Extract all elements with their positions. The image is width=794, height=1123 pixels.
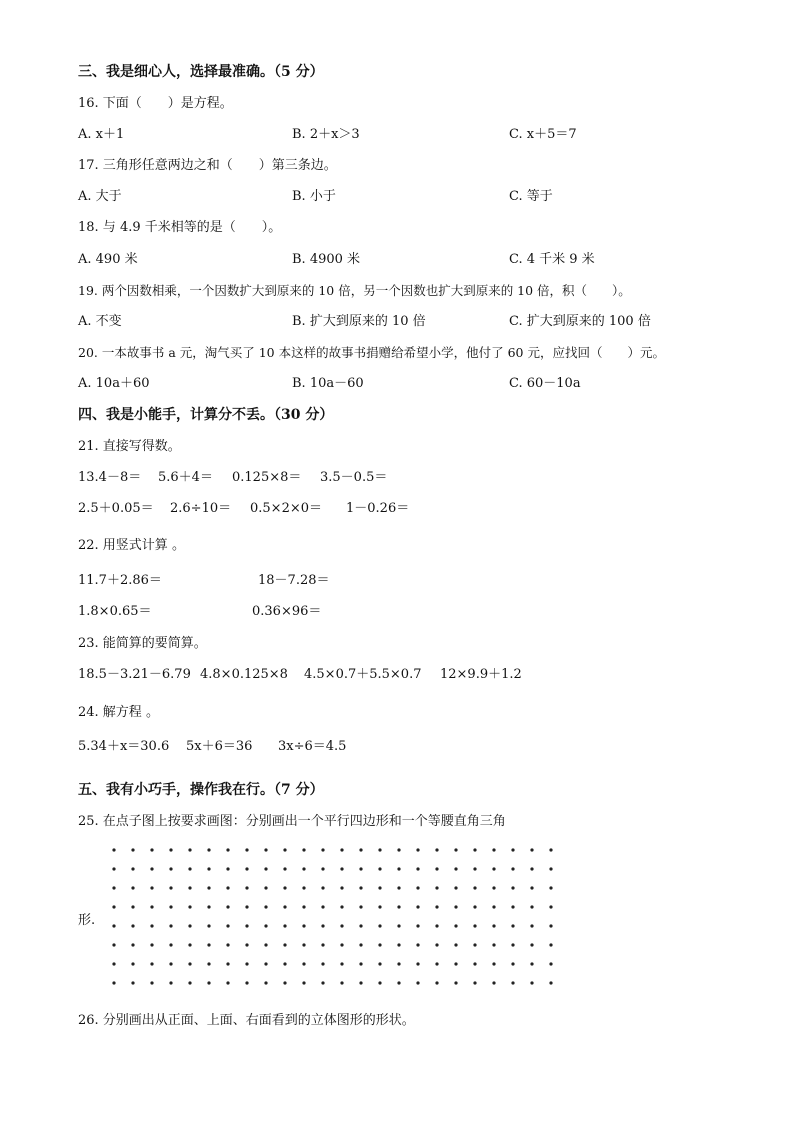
grid-dot (207, 962, 210, 965)
grid-dot (131, 981, 134, 984)
question-20-option-b: B. 10a－60 (292, 376, 364, 391)
grid-dot (226, 924, 229, 927)
grid-dot (283, 848, 286, 851)
grid-dot (454, 962, 457, 965)
grid-dot (340, 886, 343, 889)
grid-dot (435, 981, 438, 984)
grid-dot (473, 924, 476, 927)
grid-dot (340, 962, 343, 965)
q24-equation-1: 5.34＋x＝30.6 (78, 739, 170, 754)
grid-dot (302, 886, 305, 889)
grid-dot (207, 924, 210, 927)
q24-equation-2: 5x＋6＝36 (186, 739, 253, 754)
grid-dot (112, 962, 115, 965)
grid-dot (283, 962, 286, 965)
grid-dot (283, 886, 286, 889)
grid-dot (321, 981, 324, 984)
grid-dot (112, 848, 115, 851)
grid-dot (321, 924, 324, 927)
grid-dot (359, 981, 362, 984)
grid-dot (226, 848, 229, 851)
question-17-stem: 17. 三角形任意两边之和（ ）第三条边。 (78, 158, 337, 173)
dot-grid[interactable] (104, 840, 560, 990)
grid-dot (207, 943, 210, 946)
q23-expr-1: 18.5－3.21－6.79 (78, 667, 191, 682)
grid-dot (473, 886, 476, 889)
grid-dot (454, 848, 457, 851)
grid-dot (245, 886, 248, 889)
grid-dot (549, 924, 552, 927)
grid-dot (264, 962, 267, 965)
grid-dot (188, 943, 191, 946)
grid-dot (549, 943, 552, 946)
grid-dot (302, 848, 305, 851)
question-18-option-c: C. 4 千米 9 米 (509, 252, 595, 267)
q23-expr-2: 4.8×0.125×8 (200, 667, 288, 682)
grid-dot (378, 924, 381, 927)
grid-dot (302, 981, 305, 984)
grid-dot (112, 886, 115, 889)
grid-dot (283, 905, 286, 908)
grid-dot (530, 943, 533, 946)
grid-dot (378, 848, 381, 851)
grid-dot (492, 886, 495, 889)
grid-dot (378, 886, 381, 889)
grid-dot (416, 981, 419, 984)
grid-dot (359, 924, 362, 927)
grid-dot (492, 848, 495, 851)
section-5-heading: 五、我有小巧手，操作我在行。（7 分） (78, 782, 324, 798)
grid-dot (321, 905, 324, 908)
grid-dot (226, 867, 229, 870)
grid-dot (473, 962, 476, 965)
q22-expr-2: 18－7.28＝ (258, 573, 330, 588)
grid-dot (416, 848, 419, 851)
grid-dot (283, 943, 286, 946)
grid-dot (340, 943, 343, 946)
grid-dot (530, 981, 533, 984)
grid-dot (245, 924, 248, 927)
grid-dot (264, 848, 267, 851)
q21-expr-7: 0.5×2×0＝ (250, 501, 323, 516)
grid-dot (359, 867, 362, 870)
grid-dot (131, 943, 134, 946)
grid-dot (340, 905, 343, 908)
grid-dot (302, 905, 305, 908)
grid-dot (359, 905, 362, 908)
grid-dot (492, 981, 495, 984)
grid-dot (245, 962, 248, 965)
grid-dot (340, 981, 343, 984)
grid-dot (264, 867, 267, 870)
grid-dot (264, 943, 267, 946)
grid-dot (397, 943, 400, 946)
grid-dot (264, 886, 267, 889)
question-19-option-c: C. 扩大到原来的 100 倍 (509, 314, 651, 329)
grid-dot (340, 848, 343, 851)
grid-dot (549, 867, 552, 870)
grid-dot (530, 867, 533, 870)
grid-dot (150, 905, 153, 908)
grid-dot (549, 981, 552, 984)
grid-dot (473, 867, 476, 870)
q23-expr-4: 12×9.9＋1.2 (440, 667, 522, 682)
grid-dot (435, 962, 438, 965)
grid-dot (454, 886, 457, 889)
grid-dot (283, 981, 286, 984)
grid-dot (169, 886, 172, 889)
grid-dot (169, 962, 172, 965)
grid-dot (169, 981, 172, 984)
grid-dot (245, 943, 248, 946)
grid-dot (131, 962, 134, 965)
grid-dot (549, 905, 552, 908)
grid-dot (492, 924, 495, 927)
grid-dot (264, 905, 267, 908)
grid-dot (150, 924, 153, 927)
grid-dot (397, 848, 400, 851)
question-17-option-a: A. 大于 (78, 189, 122, 204)
grid-dot (530, 924, 533, 927)
grid-dot (131, 886, 134, 889)
grid-dot (492, 905, 495, 908)
q21-expr-1: 13.4－8＝ (78, 470, 142, 485)
grid-dot (454, 943, 457, 946)
grid-dot (359, 886, 362, 889)
grid-dot (302, 962, 305, 965)
q22-expr-1: 11.7＋2.86＝ (78, 573, 162, 588)
grid-dot (302, 924, 305, 927)
grid-dot (112, 905, 115, 908)
question-20-option-a: A. 10a＋60 (78, 376, 150, 391)
grid-dot (416, 905, 419, 908)
question-16-option-a: A. x＋1 (78, 127, 125, 142)
question-24-title: 24. 解方程 。 (78, 705, 159, 720)
grid-dot (397, 905, 400, 908)
question-25-line-2: 形. (78, 913, 96, 928)
grid-dot (511, 981, 514, 984)
grid-dot (169, 848, 172, 851)
question-19-option-a: A. 不变 (78, 314, 122, 329)
question-26-text: 26. 分别画出从正面、上面、右面看到的立体图形的形状。 (78, 1013, 415, 1028)
question-20-stem: 20. 一本故事书 a 元，淘气买了 10 本这样的故事书捐赠给希望小学，他付了 60 元，应找回（ ）元。 (78, 345, 665, 360)
question-20-option-c: C. 60－10a (509, 376, 581, 391)
q22-expr-4: 0.36×96＝ (252, 604, 322, 619)
grid-dot (530, 848, 533, 851)
grid-dot (150, 886, 153, 889)
grid-dot (283, 924, 286, 927)
grid-dot (302, 867, 305, 870)
question-17-option-b: B. 小于 (292, 189, 336, 204)
grid-dot (397, 886, 400, 889)
question-16-option-b: B. 2＋x＞3 (292, 127, 360, 142)
question-23-title: 23. 能简算的要简算。 (78, 636, 207, 651)
grid-dot (112, 867, 115, 870)
grid-dot (321, 867, 324, 870)
question-25-line-1: 25. 在点子图上按要求画图：分别画出一个平行四边形和一个等腰直角三角 (78, 814, 506, 829)
grid-dot (435, 905, 438, 908)
grid-dot (226, 962, 229, 965)
section-4-heading: 四、我是小能手，计算分不丢。（30 分） (78, 407, 334, 423)
grid-dot (530, 886, 533, 889)
grid-dot (416, 867, 419, 870)
grid-dot (188, 905, 191, 908)
q21-expr-5: 2.5＋0.05＝ (78, 501, 154, 516)
grid-dot (435, 924, 438, 927)
grid-dot (492, 962, 495, 965)
grid-dot (131, 848, 134, 851)
grid-dot (188, 924, 191, 927)
grid-dot (549, 962, 552, 965)
q21-expr-8: 1－0.26＝ (346, 501, 410, 516)
grid-dot (454, 905, 457, 908)
grid-dot (435, 867, 438, 870)
grid-dot (359, 962, 362, 965)
question-16-stem: 16. 下面（ ）是方程。 (78, 96, 233, 111)
question-18-option-a: A. 490 米 (78, 252, 138, 267)
grid-dot (378, 981, 381, 984)
question-21-title: 21. 直接写得数。 (78, 439, 181, 454)
grid-dot (245, 867, 248, 870)
grid-dot (378, 867, 381, 870)
question-22-title: 22. 用竖式计算 。 (78, 538, 185, 553)
grid-dot (416, 943, 419, 946)
grid-dot (549, 886, 552, 889)
grid-dot (473, 981, 476, 984)
question-18-option-b: B. 4900 米 (292, 252, 361, 267)
grid-dot (435, 848, 438, 851)
grid-dot (321, 848, 324, 851)
grid-dot (340, 867, 343, 870)
grid-dot (492, 943, 495, 946)
grid-dot (397, 962, 400, 965)
grid-dot (188, 962, 191, 965)
question-17-option-c: C. 等于 (509, 189, 553, 204)
grid-dot (321, 886, 324, 889)
grid-dot (112, 943, 115, 946)
q21-expr-2: 5.6＋4＝ (158, 470, 213, 485)
q22-expr-3: 1.8×0.65＝ (78, 604, 152, 619)
grid-dot (150, 867, 153, 870)
grid-dot (454, 867, 457, 870)
grid-dot (378, 905, 381, 908)
grid-dot (473, 905, 476, 908)
question-19-stem: 19. 两个因数相乘，一个因数扩大到原来的 10 倍，另一个因数也扩大到原来的 10 倍，积（ ）。 (78, 283, 631, 298)
q21-expr-6: 2.6÷10＝ (170, 501, 232, 516)
grid-dot (207, 886, 210, 889)
grid-dot (511, 943, 514, 946)
grid-dot (226, 886, 229, 889)
grid-dot (245, 981, 248, 984)
grid-dot (264, 924, 267, 927)
grid-dot (492, 867, 495, 870)
grid-dot (378, 962, 381, 965)
grid-dot (340, 924, 343, 927)
grid-dot (473, 943, 476, 946)
grid-dot (397, 981, 400, 984)
grid-dot (511, 905, 514, 908)
grid-dot (207, 981, 210, 984)
grid-dot (416, 962, 419, 965)
grid-dot (454, 981, 457, 984)
section-3-heading: 三、我是细心人，选择最准确。（5 分） (78, 64, 324, 80)
grid-dot (397, 867, 400, 870)
grid-dot (150, 943, 153, 946)
grid-dot (207, 867, 210, 870)
q21-expr-3: 0.125×8＝ (232, 470, 302, 485)
grid-dot (169, 867, 172, 870)
grid-dot (435, 886, 438, 889)
grid-dot (454, 924, 457, 927)
grid-dot (549, 848, 552, 851)
grid-dot (226, 943, 229, 946)
grid-dot (226, 981, 229, 984)
grid-dot (112, 924, 115, 927)
grid-dot (473, 848, 476, 851)
grid-dot (169, 905, 172, 908)
grid-dot (131, 905, 134, 908)
grid-dot (169, 924, 172, 927)
grid-dot (435, 943, 438, 946)
question-19-option-b: B. 扩大到原来的 10 倍 (292, 314, 426, 329)
grid-dot (511, 848, 514, 851)
grid-dot (359, 848, 362, 851)
grid-dot (530, 905, 533, 908)
grid-dot (511, 867, 514, 870)
grid-dot (150, 962, 153, 965)
question-16-option-c: C. x＋5＝7 (509, 127, 577, 142)
q21-expr-4: 3.5－0.5＝ (320, 470, 388, 485)
grid-dot (207, 905, 210, 908)
grid-dot (226, 905, 229, 908)
grid-dot (245, 905, 248, 908)
grid-dot (188, 981, 191, 984)
grid-dot (188, 867, 191, 870)
grid-dot (416, 924, 419, 927)
q23-expr-3: 4.5×0.7＋5.5×0.7 (304, 667, 422, 682)
grid-dot (397, 924, 400, 927)
grid-dot (416, 886, 419, 889)
grid-dot (302, 943, 305, 946)
grid-dot (207, 848, 210, 851)
grid-dot (321, 962, 324, 965)
grid-dot (511, 962, 514, 965)
grid-dot (150, 848, 153, 851)
grid-dot (169, 943, 172, 946)
q24-equation-3: 3x÷6＝4.5 (278, 739, 347, 754)
grid-dot (530, 962, 533, 965)
grid-dot (131, 867, 134, 870)
grid-dot (511, 886, 514, 889)
grid-dot (283, 867, 286, 870)
grid-dot (188, 886, 191, 889)
grid-dot (131, 924, 134, 927)
grid-dot (378, 943, 381, 946)
grid-dot (359, 943, 362, 946)
grid-dot (511, 924, 514, 927)
grid-dot (112, 981, 115, 984)
grid-dot (245, 848, 248, 851)
question-18-stem: 18. 与 4.9 千米相等的是（ ）。 (78, 220, 282, 235)
grid-dot (264, 981, 267, 984)
grid-dot (150, 981, 153, 984)
grid-dot (321, 943, 324, 946)
grid-dot (188, 848, 191, 851)
